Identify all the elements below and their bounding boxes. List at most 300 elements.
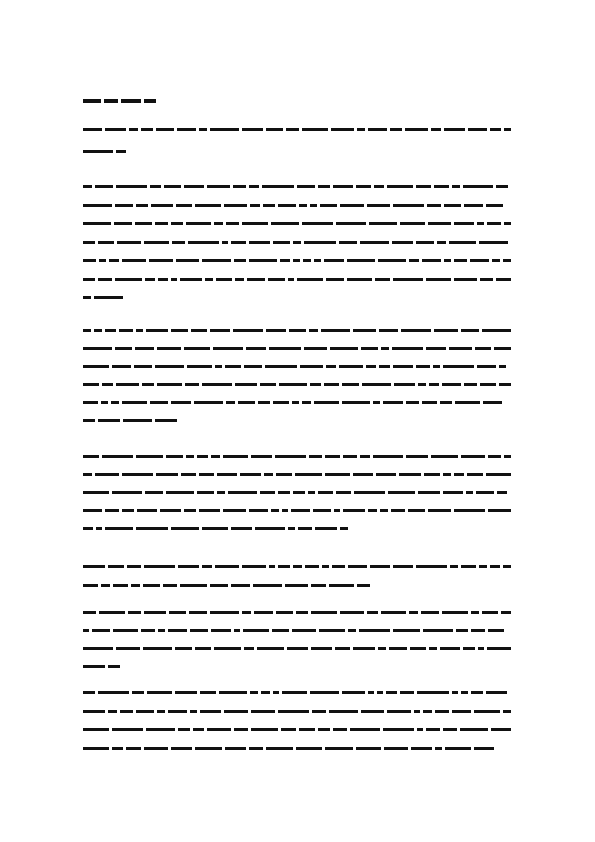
text-stroke (467, 473, 483, 476)
text-stroke (486, 473, 511, 476)
text-stroke (356, 747, 381, 750)
text-stroke (482, 329, 511, 332)
text-stroke (202, 259, 231, 262)
text-stroke (416, 241, 434, 244)
text-stroke (215, 365, 222, 368)
text-stroke (83, 728, 109, 731)
text-stroke (426, 278, 451, 281)
text-stroke (387, 185, 413, 188)
text-stroke (242, 222, 268, 225)
text-stroke (476, 491, 494, 494)
text-stroke (353, 329, 376, 332)
text-stroke (318, 728, 330, 731)
text-stroke (155, 419, 177, 422)
text-stroke (418, 491, 440, 494)
text-line (83, 564, 511, 568)
text-stroke (443, 365, 474, 368)
text-stroke (340, 204, 364, 207)
text-stroke (251, 710, 275, 713)
text-stroke (257, 647, 284, 650)
text-stroke (137, 509, 157, 512)
text-stroke (471, 611, 479, 614)
text-stroke (444, 128, 465, 131)
text-stroke (224, 710, 248, 713)
text-line (83, 277, 511, 281)
text-line (83, 508, 511, 512)
text-stroke (325, 455, 340, 458)
text-stroke (135, 222, 152, 225)
text-stroke (115, 204, 133, 207)
text-stroke (114, 222, 132, 225)
text-stroke (215, 565, 239, 568)
text-stroke (113, 629, 138, 632)
text-stroke (296, 611, 308, 614)
text-stroke (136, 527, 168, 530)
text-stroke (299, 728, 315, 731)
text-stroke (98, 278, 112, 281)
text-stroke (416, 185, 431, 188)
text-stroke (376, 473, 396, 476)
text-stroke (488, 629, 504, 632)
text-stroke (101, 584, 110, 587)
text-stroke (416, 565, 447, 568)
text-stroke (190, 629, 208, 632)
text-stroke (171, 747, 192, 750)
text-stroke (399, 473, 421, 476)
text-stroke (333, 728, 347, 731)
text-stroke (98, 691, 129, 694)
text-stroke (99, 611, 125, 614)
text-stroke (460, 728, 488, 731)
text-stroke (262, 185, 294, 188)
text-stroke (168, 629, 187, 632)
text-stroke (429, 383, 439, 386)
text-stroke (122, 259, 146, 262)
text-stroke (443, 491, 463, 494)
text-stroke (411, 747, 432, 750)
text-stroke (471, 629, 485, 632)
text-stroke (450, 565, 458, 568)
text-stroke (387, 710, 411, 713)
text-stroke (83, 565, 105, 568)
text-stroke (163, 584, 177, 587)
text-stroke (169, 611, 186, 614)
text-stroke (273, 401, 289, 404)
text-stroke (427, 204, 441, 207)
text-stroke (214, 647, 241, 650)
text-stroke (112, 747, 123, 750)
text-stroke (318, 185, 330, 188)
text-stroke (83, 491, 109, 494)
heading-line (83, 98, 156, 103)
text-stroke (249, 509, 268, 512)
text-stroke (304, 241, 336, 244)
text-stroke (383, 728, 414, 731)
text-stroke (422, 259, 441, 262)
text-stroke (109, 259, 119, 262)
text-stroke (503, 565, 511, 568)
text-line (83, 628, 504, 632)
text-stroke (141, 629, 155, 632)
text-stroke (200, 710, 221, 713)
text-stroke (144, 747, 168, 750)
text-stroke (504, 222, 511, 225)
text-stroke (168, 710, 187, 713)
text-stroke (480, 383, 496, 386)
text-stroke (177, 128, 196, 131)
text-stroke (375, 278, 390, 281)
text-stroke (234, 629, 240, 632)
text-stroke (223, 509, 246, 512)
text-stroke (199, 509, 220, 512)
text-stroke (249, 259, 277, 262)
text-stroke (96, 527, 102, 530)
text-stroke (115, 347, 132, 350)
text-stroke (99, 259, 106, 262)
text-stroke (210, 128, 239, 131)
text-stroke (210, 329, 230, 332)
text-stroke (186, 455, 194, 458)
text-stroke (504, 128, 511, 131)
text-stroke (105, 329, 116, 332)
text-stroke (336, 222, 366, 225)
text-stroke (414, 710, 420, 713)
text-line (83, 472, 511, 476)
text-stroke (260, 491, 275, 494)
text-stroke (171, 401, 191, 404)
text-stroke (330, 347, 358, 350)
text-stroke (454, 509, 485, 512)
text-stroke (123, 419, 152, 422)
text-stroke (211, 455, 220, 458)
text-stroke (353, 647, 375, 650)
text-stroke (171, 329, 188, 332)
text-stroke (456, 629, 468, 632)
text-stroke (157, 383, 182, 386)
text-stroke (324, 383, 339, 386)
text-stroke (347, 259, 375, 262)
text-stroke (443, 728, 457, 731)
text-stroke (461, 691, 468, 694)
text-stroke (149, 259, 173, 262)
text-stroke (474, 710, 500, 713)
text-stroke (282, 691, 307, 694)
text-stroke (197, 491, 214, 494)
text-stroke (210, 584, 228, 587)
text-line (83, 709, 511, 713)
text-stroke (491, 728, 511, 731)
text-stroke (194, 401, 223, 404)
text-stroke (486, 691, 507, 694)
text-stroke (302, 222, 333, 225)
text-stroke (353, 473, 373, 476)
text-stroke (461, 565, 476, 568)
text-stroke (303, 259, 311, 262)
text-stroke (466, 491, 473, 494)
text-stroke (102, 383, 113, 386)
text-stroke (83, 150, 113, 153)
text-stroke (83, 629, 89, 632)
text-stroke (297, 185, 315, 188)
text-stroke (486, 204, 503, 207)
text-stroke (288, 278, 294, 281)
text-stroke (368, 509, 377, 512)
text-stroke (440, 647, 460, 650)
text-stroke (449, 241, 476, 244)
text-stroke (193, 728, 204, 731)
text-stroke (339, 365, 363, 368)
text-stroke (477, 222, 484, 225)
text-stroke (144, 611, 166, 614)
text-stroke (416, 365, 430, 368)
text-stroke (362, 383, 391, 386)
text-stroke (276, 611, 293, 614)
text-stroke (112, 728, 143, 731)
text-stroke (122, 509, 134, 512)
text-stroke (102, 455, 133, 458)
text-stroke (370, 565, 390, 568)
text-stroke (431, 128, 441, 131)
text-stroke (373, 455, 403, 458)
text-stroke (392, 347, 423, 350)
text-line (83, 258, 511, 262)
text-line (83, 184, 508, 188)
text-stroke (166, 491, 194, 494)
text-stroke (117, 241, 141, 244)
text-stroke (231, 527, 252, 530)
text-stroke (490, 128, 501, 131)
text-stroke (326, 278, 344, 281)
text-stroke (437, 241, 446, 244)
text-stroke (83, 419, 95, 422)
text-stroke (367, 611, 378, 614)
text-stroke (235, 383, 257, 386)
text-stroke (164, 185, 181, 188)
text-stroke (293, 565, 302, 568)
text-stroke (334, 509, 340, 512)
text-stroke (249, 747, 263, 750)
text-stroke (311, 611, 337, 614)
text-stroke (426, 728, 440, 731)
text-stroke (108, 665, 120, 668)
text-stroke (185, 383, 199, 386)
text-stroke (440, 401, 452, 404)
text-stroke (480, 278, 493, 281)
text-stroke (278, 491, 290, 494)
text-stroke (293, 241, 301, 244)
text-stroke (120, 710, 133, 713)
text-stroke (400, 222, 425, 225)
text-stroke (393, 565, 413, 568)
text-stroke (474, 747, 494, 750)
text-stroke (234, 259, 246, 262)
text-stroke (449, 347, 472, 350)
text-stroke (470, 259, 489, 262)
text-stroke (244, 647, 254, 650)
text-stroke (83, 509, 102, 512)
text-stroke (366, 365, 376, 368)
text-stroke (280, 259, 290, 262)
text-stroke (477, 365, 496, 368)
text-stroke (336, 491, 351, 494)
text-stroke (325, 747, 353, 750)
text-stroke (348, 565, 367, 568)
text-stroke (226, 222, 239, 225)
text-stroke (390, 128, 402, 131)
text-stroke (231, 241, 246, 244)
text-line (83, 664, 120, 668)
text-stroke (487, 222, 501, 225)
text-stroke (264, 473, 273, 476)
text-stroke (142, 383, 154, 386)
text-stroke (422, 401, 437, 404)
text-line (83, 454, 511, 458)
text-stroke (314, 401, 339, 404)
text-stroke (391, 509, 405, 512)
text-stroke (273, 241, 290, 244)
text-stroke (146, 329, 168, 332)
text-stroke (233, 185, 246, 188)
text-stroke (378, 259, 406, 262)
text-stroke (311, 647, 332, 650)
text-stroke (435, 747, 442, 750)
text-stroke (461, 455, 485, 458)
text-stroke (406, 455, 428, 458)
text-stroke (325, 473, 350, 476)
text-stroke (324, 259, 344, 262)
text-stroke (279, 383, 307, 386)
text-stroke (119, 329, 133, 332)
text-stroke (374, 185, 384, 188)
text-stroke (156, 473, 178, 476)
text-stroke (442, 611, 468, 614)
text-line (83, 490, 507, 494)
text-stroke (401, 329, 431, 332)
text-stroke (417, 691, 449, 694)
text-stroke (368, 128, 387, 131)
text-stroke (122, 473, 153, 476)
text-stroke (83, 329, 91, 332)
text-stroke (434, 329, 458, 332)
text-stroke (504, 455, 511, 458)
text-stroke (287, 647, 308, 650)
text-stroke (292, 629, 316, 632)
text-stroke (321, 329, 350, 332)
text-stroke (150, 185, 161, 188)
text-line (83, 328, 511, 332)
text-stroke (128, 611, 141, 614)
text-stroke (175, 691, 197, 694)
text-stroke (83, 473, 92, 476)
text-stroke (434, 185, 449, 188)
text-stroke (281, 728, 296, 731)
text-stroke (428, 222, 451, 225)
text-stroke (312, 710, 326, 713)
text-stroke (271, 222, 299, 225)
text-stroke (296, 747, 322, 750)
text-stroke (171, 527, 199, 530)
text-stroke (226, 401, 235, 404)
text-stroke (356, 185, 371, 188)
text-stroke (318, 491, 333, 494)
text-stroke (393, 365, 413, 368)
text-stroke (343, 509, 365, 512)
text-stroke (83, 584, 98, 587)
text-stroke (409, 611, 418, 614)
text-stroke (297, 278, 323, 281)
text-stroke (342, 383, 359, 386)
text-line (83, 583, 370, 587)
text-stroke (266, 747, 293, 750)
text-stroke (263, 204, 275, 207)
text-stroke (214, 222, 223, 225)
text-stroke (298, 527, 312, 530)
text-stroke (393, 204, 424, 207)
text-stroke (141, 128, 153, 131)
text-stroke (202, 565, 212, 568)
text-line (83, 127, 511, 131)
text-stroke (190, 710, 197, 713)
text-stroke (253, 584, 282, 587)
text-stroke (310, 204, 317, 207)
text-stroke (105, 128, 126, 131)
text-stroke (250, 691, 258, 694)
text-stroke (94, 296, 123, 299)
text-stroke (368, 691, 374, 694)
text-stroke (246, 347, 266, 350)
text-stroke (269, 347, 301, 350)
text-stroke (144, 565, 175, 568)
text-stroke (272, 629, 289, 632)
text-stroke (320, 204, 337, 207)
text-stroke (197, 455, 208, 458)
text-stroke (83, 691, 95, 694)
text-stroke (199, 128, 207, 131)
text-stroke (144, 99, 156, 103)
text-stroke (83, 747, 109, 750)
text-stroke (243, 629, 269, 632)
text-stroke (444, 259, 451, 262)
text-stroke (175, 647, 192, 650)
text-line (83, 418, 177, 422)
text-stroke (224, 204, 247, 207)
text-stroke (490, 565, 500, 568)
text-stroke (98, 241, 114, 244)
text-stroke (144, 241, 169, 244)
text-stroke (406, 401, 419, 404)
text-stroke (223, 455, 248, 458)
text-stroke (273, 691, 279, 694)
text-stroke (145, 491, 163, 494)
text-stroke (331, 128, 354, 131)
text-stroke (483, 401, 502, 404)
text-stroke (339, 241, 357, 244)
text-stroke (83, 204, 112, 207)
text-line (83, 364, 506, 368)
text-stroke (135, 347, 154, 350)
text-stroke (247, 278, 265, 281)
text-stroke (238, 401, 255, 404)
text-stroke (156, 128, 174, 131)
text-stroke (235, 278, 244, 281)
text-stroke (444, 204, 461, 207)
text-stroke (433, 365, 440, 368)
text-stroke (200, 691, 216, 694)
text-stroke (454, 259, 467, 262)
text-stroke (105, 527, 133, 530)
text-stroke (213, 347, 243, 350)
text-stroke (293, 491, 305, 494)
